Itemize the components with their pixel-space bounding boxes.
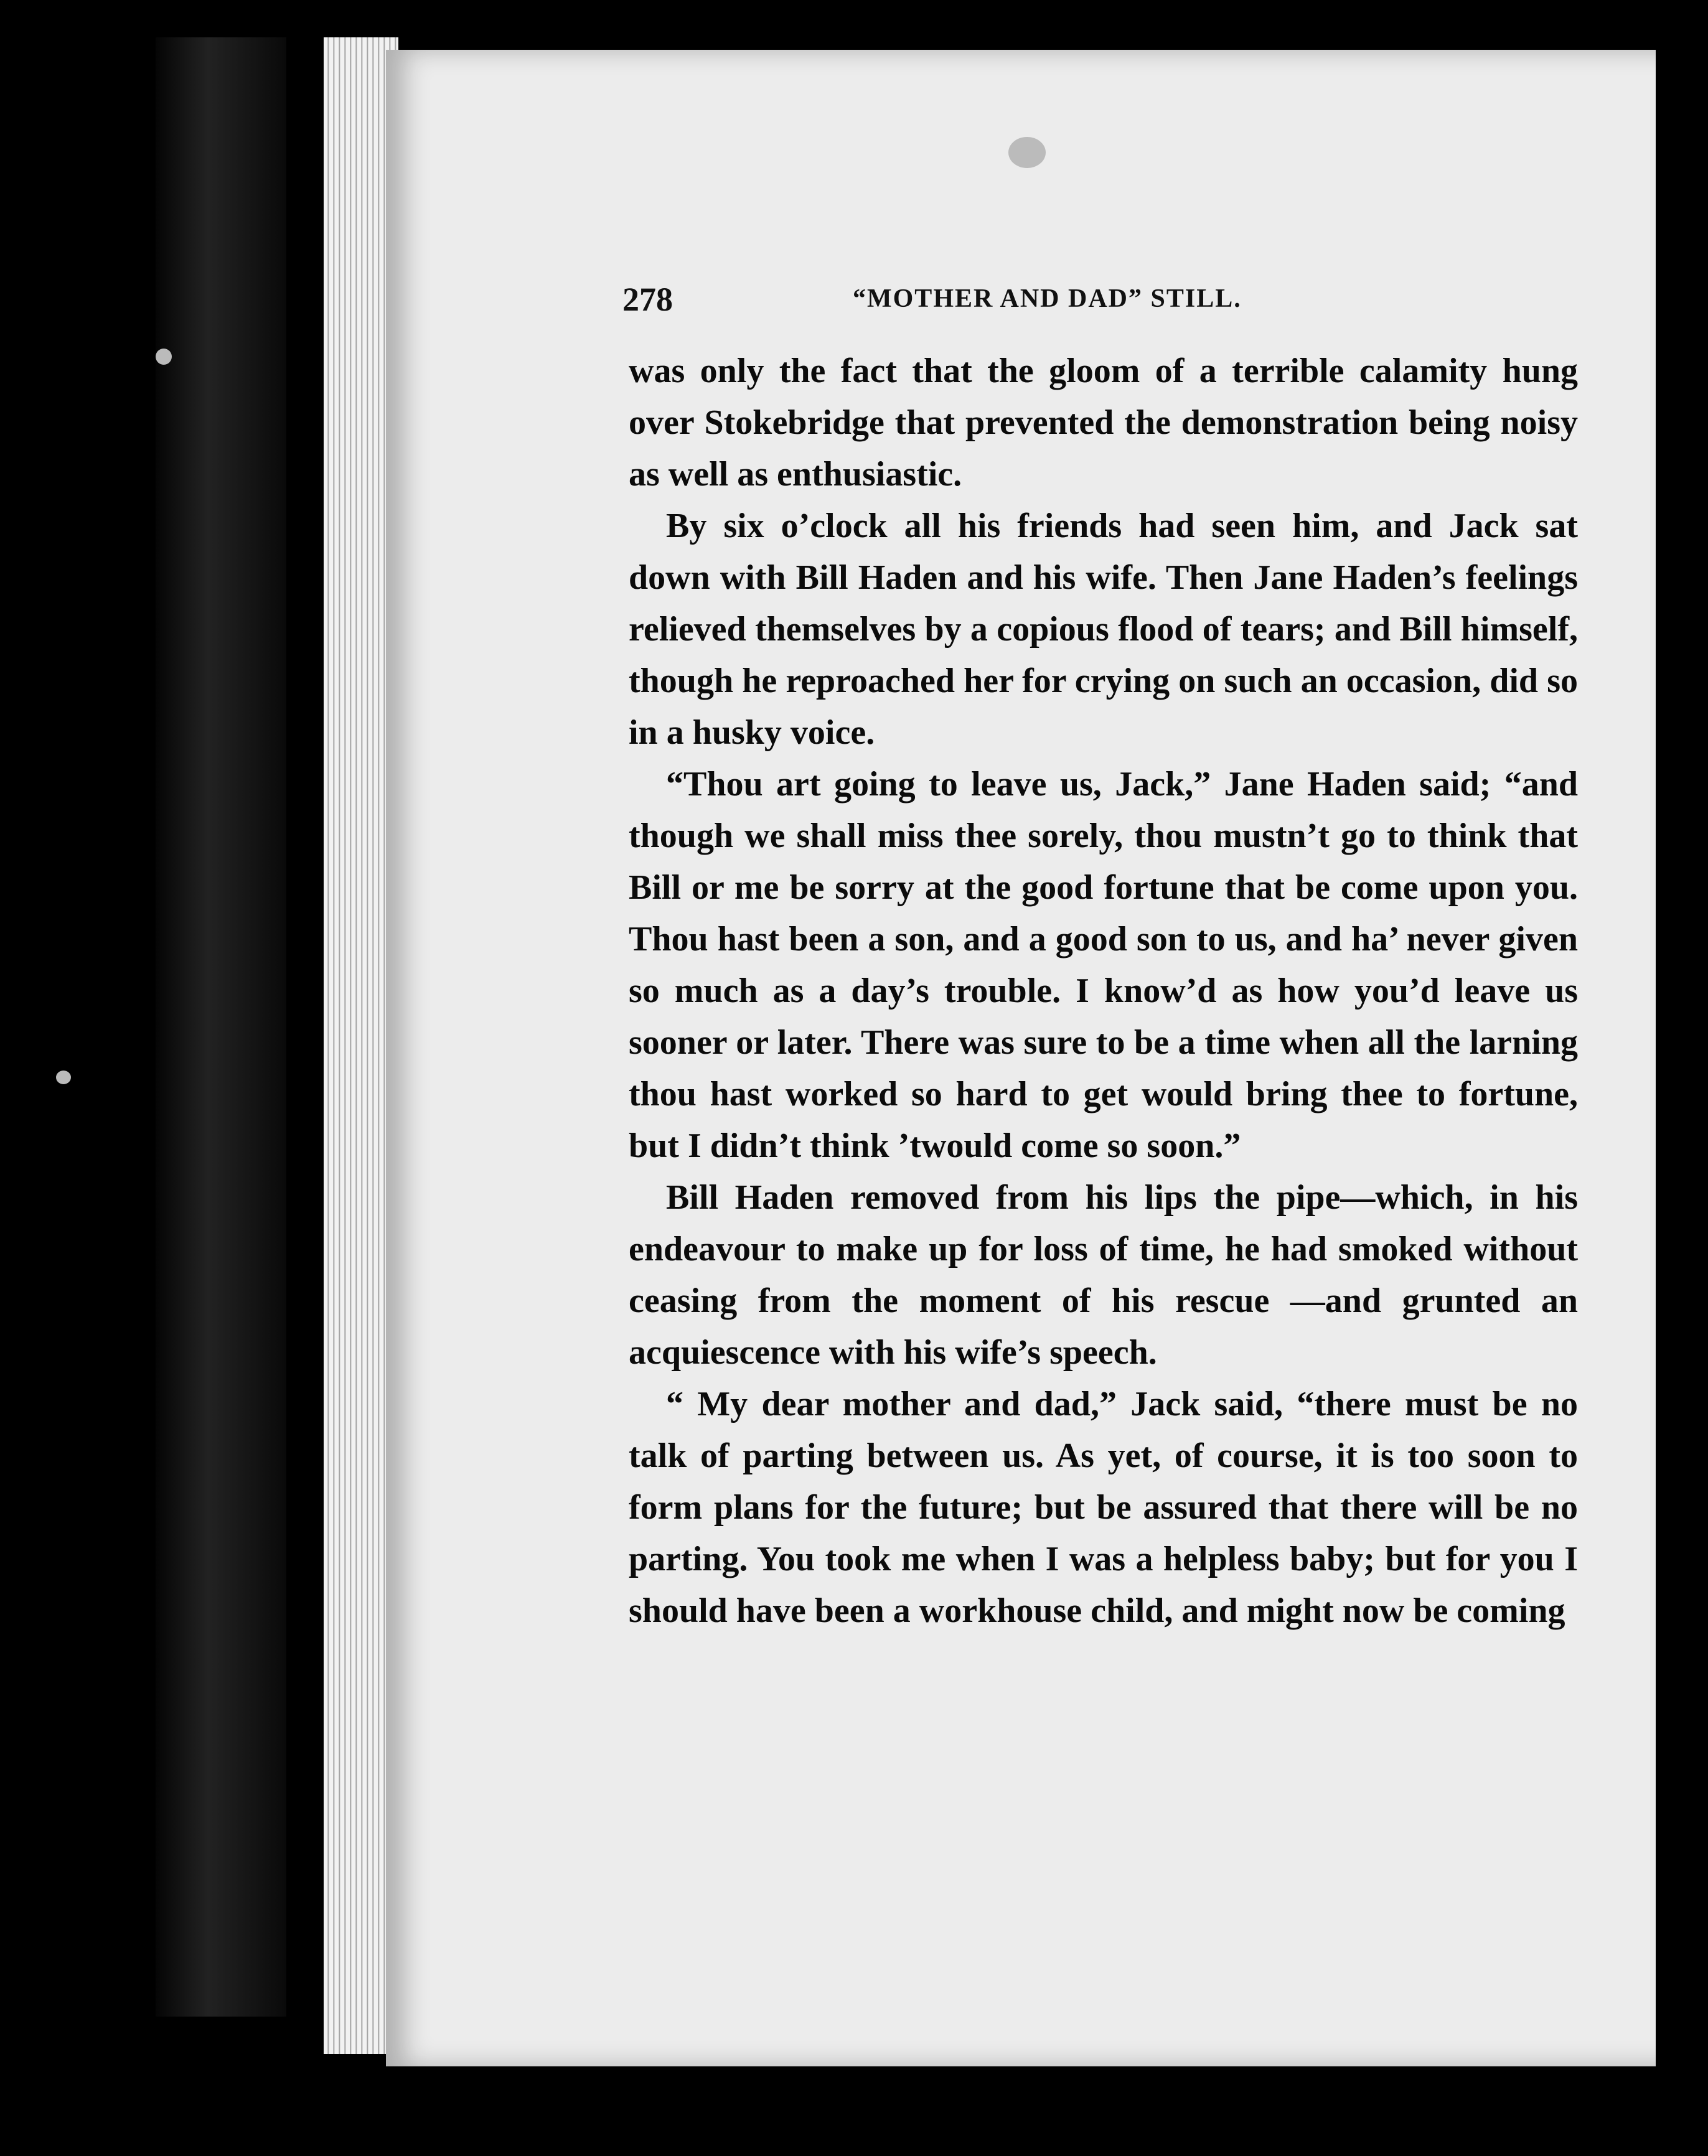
paragraph: “Thou art going to leave us, Jack,” Jane Haden said; “and though we shall miss thee sorely, thou mustn’t go to think that Bill or me be sorry at the good fortune that be come upon you. Thou hast been a son, and a good son to us, and ha’ never given so much as a day’s trouble. I know’d as how you’d leave us sooner or later. There was sure to be a time when all the larning thou hast worked so hard to get would bring thee to fortune, but I didn’t think ’twould come so soon.” <box>629 765 1578 1165</box>
right-border-shadow <box>1656 37 1708 2091</box>
page-number: 278 <box>622 281 673 318</box>
body-text <box>629 345 1578 1637</box>
book-spine-shadow <box>156 37 286 2017</box>
paragraph: “ My dear mother and dad,” Jack said, “there must be no talk of parting between us. As yet, of course, it is too soon to form plans for the future; but be assured that there will be no parting. You took me when I was a helpless baby; but for you I should have been a workhouse child, and might now be coming <box>629 1385 1578 1630</box>
paragraph: Bill Haden removed from his lips the pipe—which, in his endeavour to make up for loss of time, he had smoked without ceasing from the moment of his rescue —and grunted an acquiescence with his wife’s speech. <box>629 1178 1578 1372</box>
scan-speck <box>56 1071 71 1084</box>
scan-speck <box>1008 137 1046 168</box>
paragraph: was only the fact that the gloom of a terrible calamity hung over Stokebridge that prevented the demonstration being noisy as well as enthusiastic. <box>629 352 1578 494</box>
running-head: “MOTHER AND DAD” STILL. <box>853 284 1242 313</box>
paragraph: By six o’clock all his friends had seen him, and Jack sat down with Bill Haden and his wife. Then Jane Haden’s feelings relieved themselves by a copious flood of tears; and Bill himself, though he reproached her for crying on such an occasion, did so in a husky voice. <box>629 507 1578 752</box>
scan-speck <box>156 349 172 365</box>
page-header <box>622 280 1593 324</box>
